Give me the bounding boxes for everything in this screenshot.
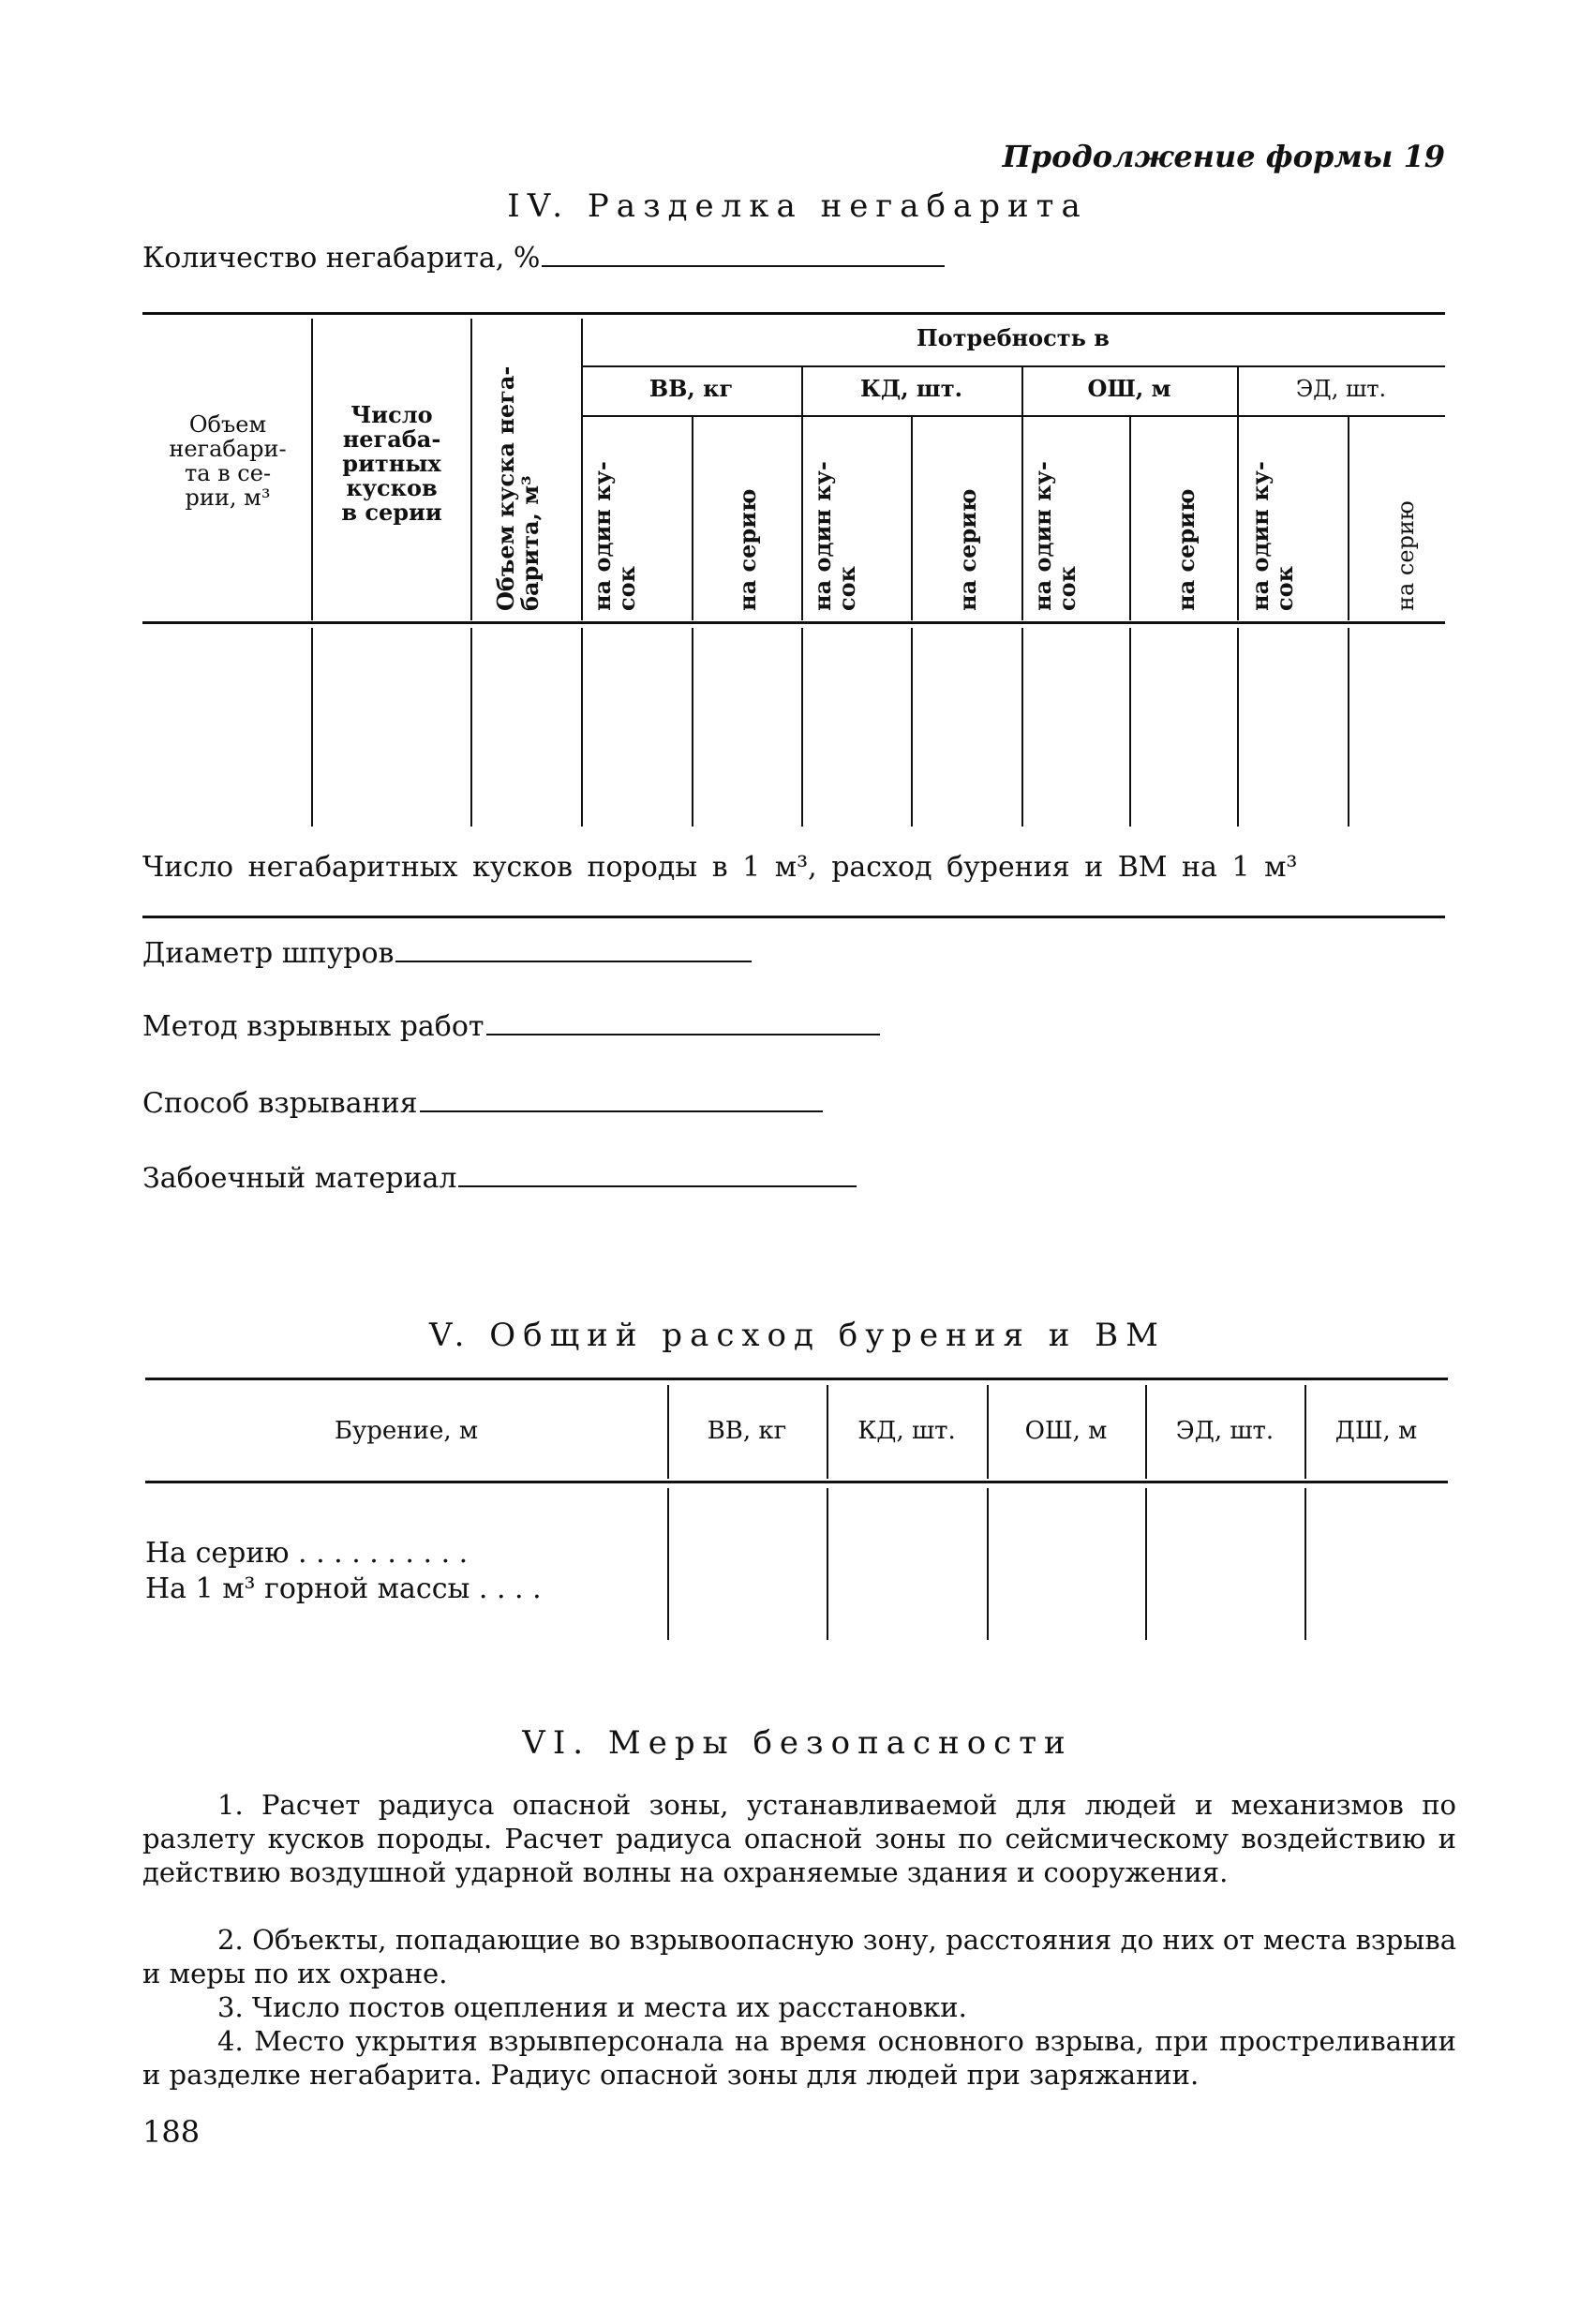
t5-header-vv: ВВ, кг	[707, 1417, 787, 1445]
t5-row-series: На серию . . . . . . . . . .	[145, 1537, 469, 1570]
safety-item-4: 4. Место укрытия взрывперсонала на время основного взрыва, при простреливании и разделке негабарита. Радиус опасной зоны для людей при заряжании.	[142, 2025, 1456, 2091]
t5-header-dsh: ДШ, м	[1334, 1417, 1418, 1445]
table5-vline	[987, 1488, 989, 1640]
group-kd: КД, шт.	[860, 375, 962, 402]
table4-body-vline	[1237, 628, 1239, 827]
table4-vline	[311, 319, 313, 620]
table4-body-vline	[911, 628, 913, 827]
col-count-header: Число негаба- ритных кусков в серии	[341, 401, 442, 526]
table4-body-vline	[581, 628, 583, 827]
sub-series: на серию	[734, 488, 761, 611]
sub-one-piece: на один ку- сок	[589, 461, 640, 611]
sub-one-piece: на один ку- сок	[1029, 461, 1081, 611]
table4-vline	[1348, 417, 1349, 620]
section-6-title: VI. Меры безопасности	[522, 1724, 1073, 1762]
safety-item-3: 3. Число постов оцепления и места их расстановки.	[217, 1991, 967, 2023]
sub-one-piece: на один ку- сок	[809, 461, 860, 611]
need-header: Потребность в	[917, 324, 1110, 351]
col-piece-volume-header: Объем куска нега- барита, м³	[492, 365, 544, 611]
table4-vline	[1237, 367, 1239, 620]
t5-header-osh: ОШ, м	[1024, 1417, 1108, 1445]
table5-vline	[1304, 1488, 1306, 1640]
sub-series: на серию	[1172, 488, 1200, 611]
sub-series: на серию	[954, 488, 981, 611]
group-ed: ЭД, шт.	[1295, 376, 1387, 402]
quantity-field	[142, 242, 945, 275]
col-volume-header: Объем негабари- та в се- рии, м³	[169, 411, 287, 511]
table4-vline	[801, 367, 803, 620]
t5-header-kd: КД, шт.	[857, 1417, 956, 1445]
t5-row-per-m3: На 1 м³ горной массы . . . .	[145, 1572, 542, 1605]
sub-series: на серию	[1393, 500, 1419, 611]
table4-vline	[1021, 367, 1023, 620]
table4-vline	[470, 319, 472, 620]
field-stemming: Забоечный материал	[142, 1162, 857, 1195]
table4-need-rule	[581, 365, 1445, 367]
field-mode: Способ взрывания	[142, 1087, 823, 1120]
table4-group-rule	[581, 415, 1445, 417]
table4-body-vline	[1348, 628, 1349, 827]
table5-vline	[667, 1488, 669, 1640]
table4-vline	[692, 417, 693, 620]
t5-header-ed: ЭД, шт.	[1175, 1417, 1275, 1445]
table4-header-bottom-rule	[142, 621, 1445, 624]
quantity-label: Количество негабарита, %	[142, 242, 541, 275]
field-method: Метод взрывных работ	[142, 1010, 880, 1043]
group-vv: ВВ, кг	[648, 375, 734, 402]
continuation-label: Продолжение формы 19	[1002, 139, 1445, 174]
sub-one-piece: на один ку- сок	[1246, 461, 1298, 611]
field-diameter: Диаметр шпуров	[142, 937, 752, 970]
table5-header-rule	[145, 1481, 1448, 1483]
table4-vline	[581, 319, 583, 620]
table4-body-vline	[311, 628, 313, 827]
section-4-title: IV. Разделка негабарита	[507, 187, 1088, 225]
table5-top-rule	[145, 1378, 1448, 1380]
quantity-rule	[542, 264, 945, 267]
group-osh: ОШ, м	[1087, 375, 1171, 402]
table4-vline	[1129, 417, 1131, 620]
note-rule	[142, 916, 1445, 918]
page-number: 188	[142, 2114, 201, 2150]
table4-top-rule	[142, 312, 1445, 315]
table4-body-vline	[1021, 628, 1023, 827]
safety-item-1: 1. Расчет радиуса опасной зоны, устанавливаемой для людей и механизмов по разлету кусков породы. Расчет радиуса опасной зоны по сейсмическому воздействию и действию воздушной ударной волны на охраняемые здания и сооружения.	[142, 1789, 1456, 1888]
section4-note: Число негабаритных кусков породы в 1 м³, расход бурения и ВМ на 1 м³	[142, 851, 1298, 884]
t5-header-drilling: Бурение, м	[334, 1417, 479, 1445]
section-5-title: V. Общий расход бурения и ВМ	[429, 1317, 1166, 1354]
table4-body-vline	[470, 628, 472, 827]
safety-item-2: 2. Объекты, попадающие во взрывоопасную зону, расстояния до них от места взрыва и меры по их охране.	[142, 1924, 1456, 1989]
table5-vline	[827, 1488, 828, 1640]
table4-body-vline	[801, 628, 803, 827]
table4-vline	[911, 417, 913, 620]
table4-body-vline	[1129, 628, 1131, 827]
table4-body-vline	[692, 628, 693, 827]
table5-vline	[1145, 1488, 1147, 1640]
